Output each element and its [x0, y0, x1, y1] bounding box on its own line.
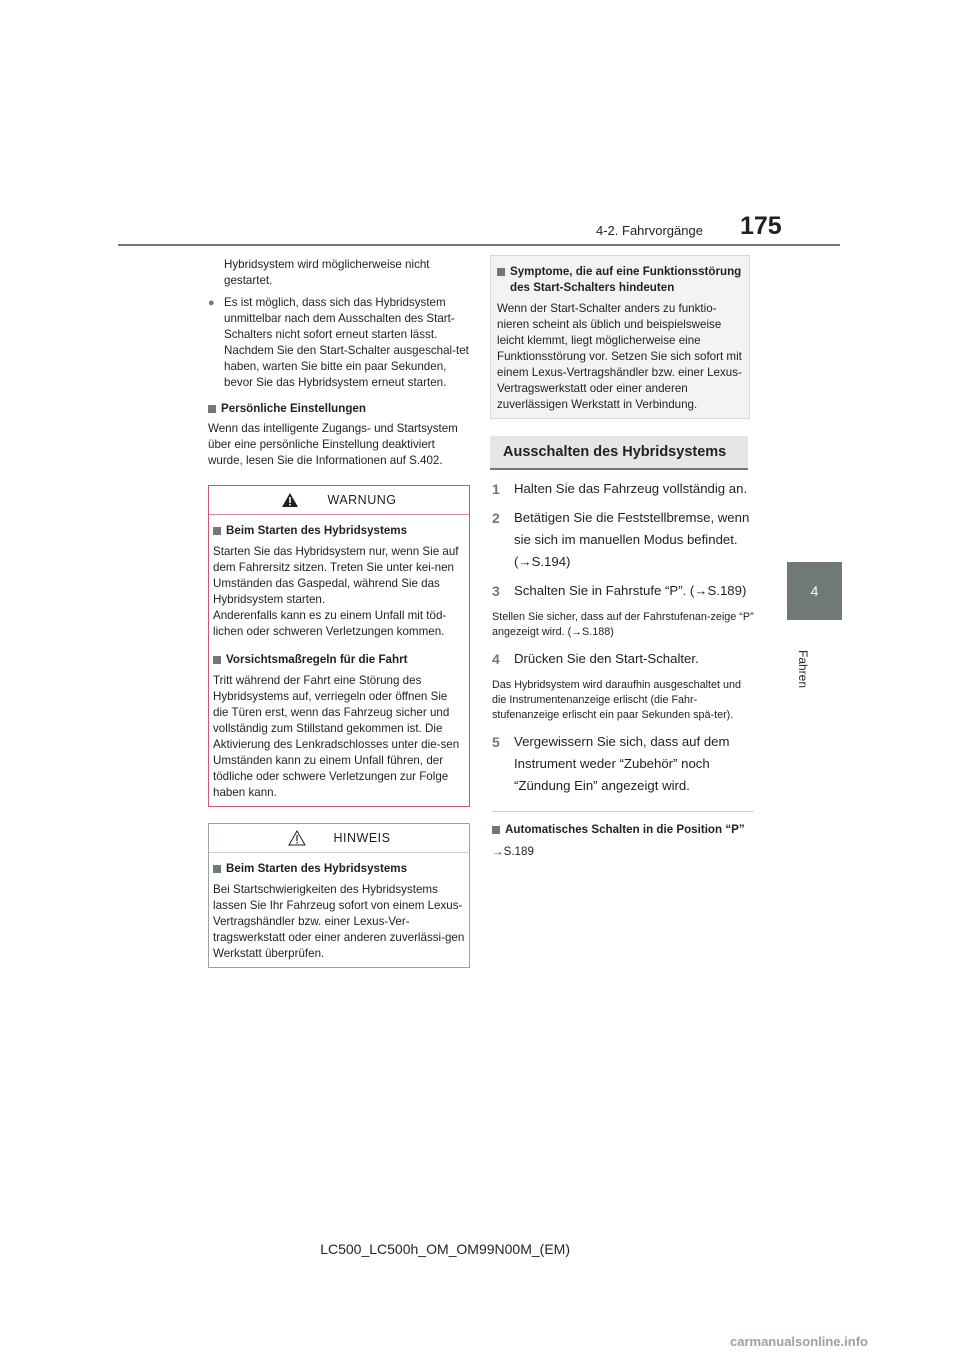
notice-box — [208, 823, 470, 968]
warning-heading-start: Beim Starten des Hybridsystems — [213, 523, 465, 539]
step-text: Schalten Sie in Fahrstufe “P”. (→S.189) — [514, 583, 747, 598]
auto-p-reference[interactable]: →S.189 — [492, 845, 534, 858]
section-title: 4-2. Fahrvorgänge — [596, 223, 703, 238]
auto-p-heading: Automatisches Schalten in die Position “P” — [492, 822, 754, 838]
step-number: 1 — [492, 481, 500, 497]
warning-text-start-consequence: Anderenfalls kann es zu einem Unfall mit töd-lichen oder schweren Verletzungen kommen. — [213, 609, 447, 638]
step-3 — [492, 580, 754, 602]
step-text: Vergewissern Sie sich, dass auf dem Instrument weder “Zubehör” noch “Zündung Ein” angezeigt wird. — [514, 734, 730, 793]
document-code: LC500_LC500h_OM_OM99N00M_(EM) — [320, 1241, 570, 1257]
header-divider — [118, 244, 840, 246]
warning-title: WARNUNG — [327, 493, 397, 507]
symptom-box — [490, 255, 750, 419]
chapter-label: Fahren — [796, 650, 810, 689]
steps-list — [492, 478, 754, 860]
warning-icon — [281, 492, 299, 508]
personal-settings-text: Wenn das intelligente Zugangs- und Startsystem über eine persönliche Einstellung deaktiviert wurde, lesen Sie die Informationen auf S.402. — [208, 422, 458, 467]
warning-heading-driving: Vorsichtsmaßregeln für die Fahrt — [213, 652, 465, 668]
continued-text: Hybridsystem wird möglicherweise nicht gestartet. — [224, 258, 430, 287]
section-banner: Ausschalten des Hybridsystems — [490, 436, 748, 470]
step-1 — [492, 478, 754, 500]
notice-heading: Beim Starten des Hybridsystems — [213, 861, 465, 877]
step-number: 3 — [492, 583, 500, 599]
step-5 — [492, 731, 754, 797]
step-text: Halten Sie das Fahrzeug vollständig an. — [514, 481, 748, 496]
warning-text-driving: Tritt während der Fahrt eine Störung des Hybridsystems auf, verriegeln oder öffnen Sie die Türen erst, wenn das Fahrzeug sicher und vollständig zum Stillstand gekommen ist. Die Aktivierung des Lenkradschlosses unter die-sen Umständen kann zu einem Unfall führen, der tödliche oder schwere Verletzungen zur Folge haben kann. — [213, 674, 460, 799]
step-4 — [492, 648, 754, 670]
page-number: 175 — [740, 212, 782, 240]
symptom-text: Wenn der Start-Schalter anders zu funktio-nieren scheint als üblich und beispielsweise leicht klemmt, liegt möglicherweise eine Funktionsstörung vor. Setzen Sie sich sofort mit einem Lexus-Vertragshändler bzw. einer Lexus-Vertragswerkstatt oder einer anderen zuverlässigen Werkstatt in Verbindung. — [497, 302, 742, 411]
notice-text: Bei Startschwierigkeiten des Hybridsystems lassen Sie Ihr Fahrzeug sofort von einem Lexus-Vertragshändler bzw. einer Lexus-Ver-tragswerkstatt oder einer anderen zuverlässi-gen Werkstatt überprüfen. — [213, 883, 465, 960]
step-number: 2 — [492, 510, 500, 526]
steps-divider — [492, 811, 754, 812]
warning-box — [208, 485, 470, 807]
step-3-note: Stellen Sie sicher, dass auf der Fahrstufenan-zeige “P” angezeigt wird. (→S.188) — [492, 611, 754, 638]
step-text: Betätigen Sie die Feststellbremse, wenn sie sich im manuellen Modus befindet. (→S.194) — [514, 510, 750, 569]
warning-title-bar — [209, 486, 469, 515]
left-column — [208, 257, 470, 469]
step-2 — [492, 507, 754, 573]
notice-title-bar — [209, 824, 469, 853]
step-text: Drücken Sie den Start-Schalter. — [514, 651, 699, 666]
step-number: 5 — [492, 734, 500, 750]
chapter-number: 4 — [810, 583, 819, 599]
step-number: 4 — [492, 651, 500, 667]
bullet-item: ● Es ist möglich, dass sich das Hybridsystem unmittelbar nach dem Ausschalten des Start-Schalters nicht sofort erneut starten lässt. Nachdem Sie den Start-Schalter ausgeschal-tet haben, warten Sie bitte ein paar Sekunden, bevor Sie das Hybridsystem erneut starten. — [208, 295, 470, 391]
symptom-heading: Symptome, die auf eine Funktionsstörung des Start-Schalters hindeuten — [497, 264, 743, 296]
step-4-note: Das Hybridsystem wird daraufhin ausgeschaltet und die Instrumentenanzeige erlischt (die Fahr-stufenanzeige erlischt ein paar Sekunden spä-ter). — [492, 679, 742, 721]
chapter-tab[interactable] — [787, 562, 842, 620]
notice-title: HINWEIS — [333, 831, 391, 845]
personal-settings-heading: Persönliche Einstellungen — [208, 401, 470, 417]
warning-text-start: Starten Sie das Hybridsystem nur, wenn Sie auf dem Fahrersitz sitzen. Treten Sie unter kei-nen Umständen das Gaspedal, während Sie das Hybridsystem starten. — [213, 545, 459, 606]
caution-icon — [288, 830, 306, 846]
watermark: carmanualsonline.info — [730, 1334, 868, 1349]
